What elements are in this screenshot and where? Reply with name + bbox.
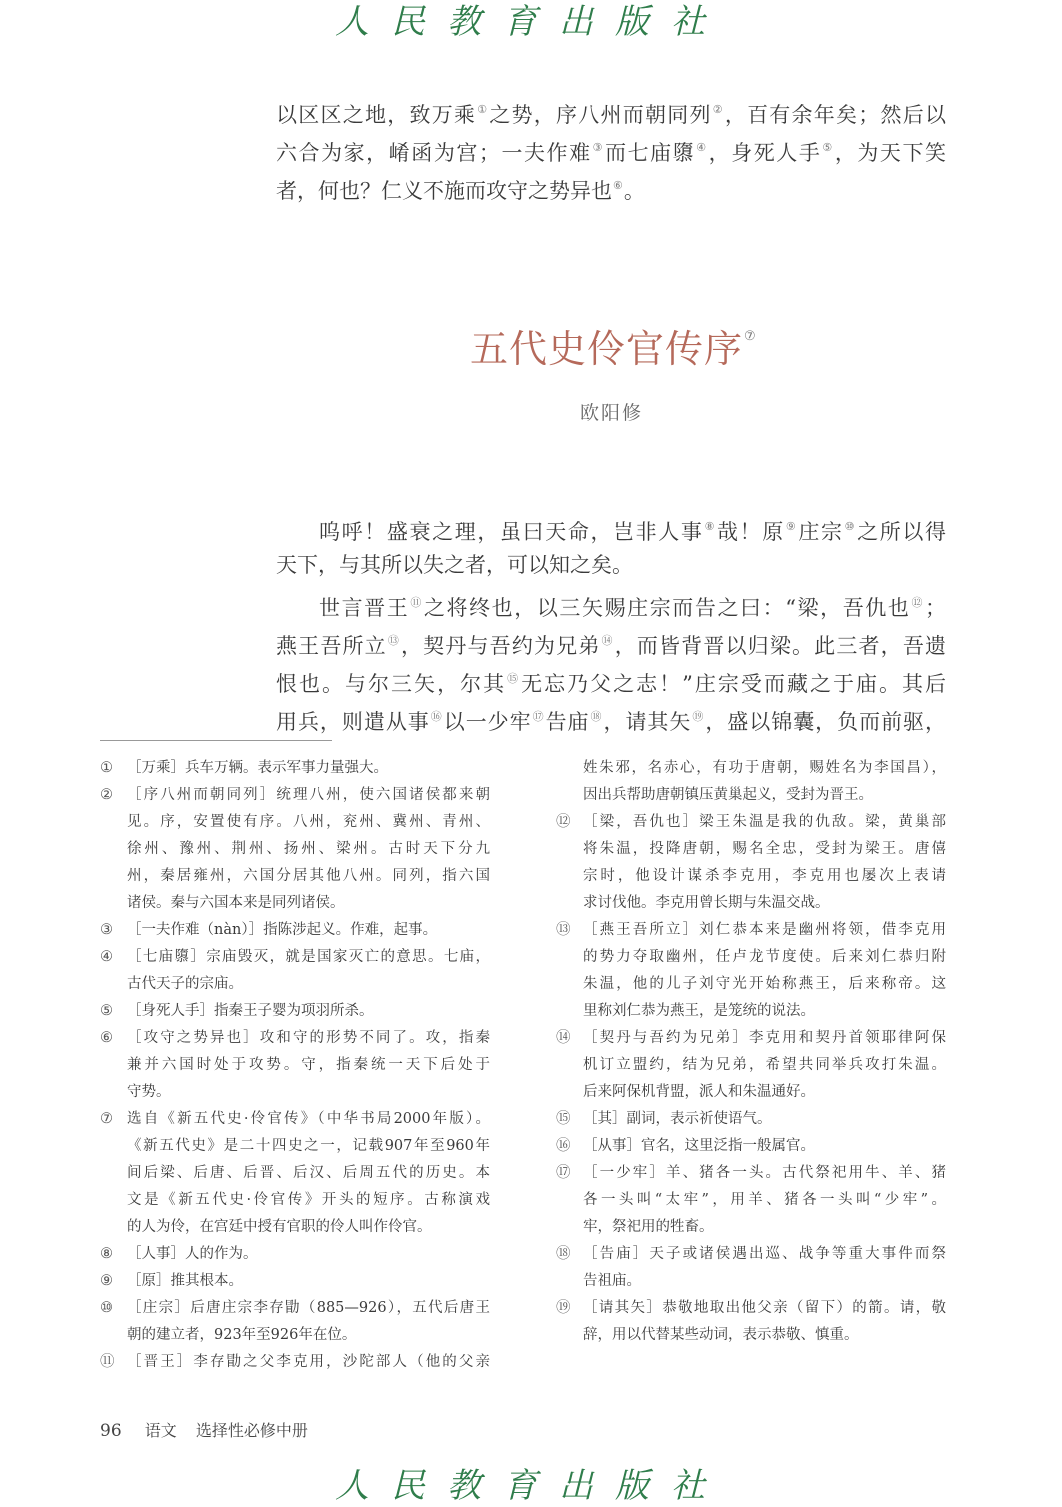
footnote-number: ⑭ bbox=[556, 1030, 571, 1046]
text-segment: 而七庙隳 bbox=[605, 141, 696, 165]
footnote-text: 朱温，他的儿子刘守光开始称燕王，后来称帝。这 bbox=[583, 976, 946, 992]
text-line bbox=[276, 546, 946, 584]
text-line bbox=[319, 508, 946, 546]
text-segment: 世言晋王 bbox=[319, 596, 410, 620]
footnote-text: ［告庙］天子或诸侯遇出巡、战争等重大事件而祭 bbox=[583, 1246, 946, 1262]
footnote-line bbox=[100, 1133, 490, 1160]
footnote-text: ［梁，吾仇也］梁王朱温是我的仇敌。梁，黄巢部 bbox=[583, 814, 946, 830]
footnote-number: ③ bbox=[100, 922, 113, 938]
footnote-text: ［身死人手］指秦王子婴为项羽所杀。 bbox=[127, 1003, 374, 1019]
text-segment: 者，何也？仁义不施而攻守之势异也 bbox=[276, 179, 612, 203]
footnote-line bbox=[100, 998, 490, 1025]
footnote-text: ［请其矢］恭敬地取出他父亲（留下）的箭。请，敬 bbox=[583, 1300, 946, 1316]
footnote-text: 州，秦居雍州，六国分居其他八州。同列，指六国 bbox=[127, 868, 490, 884]
footnote-line bbox=[556, 1160, 946, 1187]
text-segment: 天下，与其所以失之者，可以知之矣。 bbox=[276, 553, 633, 577]
footnote-text: 牢，祭祀用的牲畜。 bbox=[583, 1219, 714, 1235]
footnote-line bbox=[100, 1079, 490, 1106]
footnote-line bbox=[100, 1214, 490, 1241]
text-segment: 以区区之地，致万乘 bbox=[276, 103, 477, 127]
footnote-number: ⑬ bbox=[556, 922, 571, 938]
page-footer bbox=[100, 1418, 322, 1441]
footnote-number: ⑮ bbox=[556, 1111, 571, 1127]
footnote-number: ⑥ bbox=[100, 1030, 113, 1046]
publisher-logo-top: 人民教育出版社 bbox=[335, 2, 727, 42]
footnote-line bbox=[100, 755, 490, 782]
footnote-line bbox=[556, 1322, 946, 1349]
footnote-marker: ⑥ bbox=[613, 179, 623, 192]
text-line bbox=[319, 584, 946, 622]
footnote-text: 后来阿保机背盟，派人和朱温通好。 bbox=[583, 1084, 815, 1100]
footnote-number: ⑯ bbox=[556, 1138, 571, 1154]
footnote-number: ⑦ bbox=[100, 1111, 113, 1127]
footnote-marker: ⑰ bbox=[532, 710, 545, 723]
footnote-number: ⑨ bbox=[100, 1273, 113, 1289]
footnote-text: ［一少牢］羊、猪各一头。古代祭祀用牛、羊、猪 bbox=[583, 1165, 946, 1181]
title-footnote-marker: ⑦ bbox=[744, 329, 757, 344]
footnote-text: ［晋王］李存勖之父李克用，沙陀部人（他的父亲 bbox=[127, 1354, 490, 1370]
footnote-text: 的势力夺取幽州，任卢龙节度使。后来刘仁恭归附 bbox=[583, 949, 946, 965]
footnote-number: ④ bbox=[100, 949, 113, 965]
footnote-number: ⑤ bbox=[100, 1003, 113, 1019]
text-segment: 之所以得 bbox=[857, 520, 947, 544]
footnote-text: ［燕王吾所立］刘仁恭本来是幽州将领，借李克用 bbox=[583, 922, 946, 938]
text-line bbox=[276, 622, 946, 660]
footnote-number: ⑩ bbox=[100, 1300, 113, 1316]
footnote-text: ［七庙隳］宗庙毁灭，就是国家灭亡的意思。七庙， bbox=[127, 949, 490, 965]
volume-label: 选择性必修中册 bbox=[195, 1421, 308, 1440]
footnote-divider bbox=[100, 740, 332, 741]
footnote-line bbox=[556, 1241, 946, 1268]
footnote-line bbox=[556, 1295, 946, 1322]
footnote-line bbox=[100, 863, 490, 890]
footnote-line bbox=[556, 1106, 946, 1133]
footnote-line bbox=[100, 1160, 490, 1187]
footnote-marker: ⑪ bbox=[410, 596, 423, 609]
footnote-text: ［原］推其根本。 bbox=[127, 1273, 243, 1289]
text-segment: 呜呼！盛衰之理，虽曰天命，岂非人事 bbox=[319, 520, 704, 544]
footnote-text: 告祖庙。 bbox=[583, 1273, 641, 1289]
footnote-line bbox=[556, 1133, 946, 1160]
footnote-marker: ⑫ bbox=[911, 596, 925, 609]
footnote-line bbox=[556, 863, 946, 890]
footnotes-left-column bbox=[100, 755, 490, 1376]
footnote-text: 诸侯。秦与六国本来是同列诸侯。 bbox=[127, 895, 345, 911]
footnote-line bbox=[100, 890, 490, 917]
footnote-number: ① bbox=[100, 760, 113, 776]
subject-label: 语文 bbox=[144, 1421, 177, 1440]
footnote-line bbox=[556, 836, 946, 863]
footnote-line bbox=[100, 1322, 490, 1349]
text-segment: 庄宗 bbox=[798, 520, 844, 544]
footnote-text: 里称刘仁恭为燕王，是笼统的说法。 bbox=[583, 1003, 815, 1019]
footnote-text: 姓朱邪，名赤心，有功于唐朝，赐姓名为李国昌）， bbox=[583, 760, 946, 776]
footnote-text: ［从事］官名，这里泛指一般属官。 bbox=[583, 1138, 815, 1154]
footnote-line bbox=[100, 1349, 490, 1376]
footnote-line bbox=[556, 1187, 946, 1214]
text-segment: ，百有余年矣；然后以 bbox=[724, 103, 947, 127]
footnote-line bbox=[100, 1025, 490, 1052]
footnote-marker: ⑯ bbox=[430, 710, 443, 723]
footnote-number: ⑲ bbox=[556, 1300, 571, 1316]
footnote-line bbox=[100, 944, 490, 971]
footnote-text: 《新五代史》是二十四史之一，记载907年至960年 bbox=[127, 1138, 490, 1154]
text-segment: ； bbox=[925, 596, 947, 620]
text-segment: 哉！原 bbox=[717, 520, 785, 544]
footnote-line bbox=[100, 782, 490, 809]
footnote-text: ［一夫作难（nàn）］指陈涉起义。作难，起事。 bbox=[127, 922, 438, 938]
footnote-text: 文是《新五代史·伶官传》开头的短序。古称演戏 bbox=[127, 1192, 490, 1208]
text-segment: 燕王吾所立 bbox=[276, 634, 387, 658]
footnote-text: 朝的建立者，923年至926年在位。 bbox=[127, 1327, 357, 1343]
footnote-text: 间后梁、后唐、后晋、后汉、后周五代的历史。本 bbox=[127, 1165, 490, 1181]
footnote-text: 求讨伐他。李克用曾长期与朱温交战。 bbox=[583, 895, 830, 911]
footnote-line bbox=[556, 1268, 946, 1295]
text-segment: 无忘乃父之志！”庄宗受而藏之于庙。其后 bbox=[521, 672, 947, 696]
footnote-text: ［万乘］兵车万辆。表示军事力量强大。 bbox=[127, 760, 388, 776]
footnote-marker: ④ bbox=[696, 141, 708, 154]
footnote-marker: ⑭ bbox=[601, 634, 614, 647]
footnote-marker: ① bbox=[477, 103, 489, 116]
footnote-text: ［契丹与吾约为兄弟］李克用和契丹首领耶律阿保 bbox=[583, 1030, 946, 1046]
footnote-marker: ⑱ bbox=[590, 710, 603, 723]
footnote-line bbox=[556, 782, 946, 809]
footnote-line bbox=[100, 1052, 490, 1079]
publisher-logo-bottom: 人民教育出版社 bbox=[335, 1466, 727, 1506]
footnote-line bbox=[556, 998, 946, 1025]
title-text: 五代史伶官传序 bbox=[470, 327, 744, 371]
text-segment: ，而皆背晋以归梁。此三者，吾遗 bbox=[614, 634, 947, 658]
footnote-line bbox=[100, 1295, 490, 1322]
footnote-text: ［其］副词，表示祈使语气。 bbox=[583, 1111, 772, 1127]
footnote-marker: ⑮ bbox=[507, 672, 521, 685]
footnote-text: 宗时，他设计谋杀李克用，李克用也屡次上表请 bbox=[583, 868, 946, 884]
footnote-number: ② bbox=[100, 787, 113, 803]
text-line bbox=[276, 91, 946, 129]
text-segment: 。 bbox=[623, 179, 645, 203]
text-segment: ，盛以锦囊，负而前驱， bbox=[705, 710, 947, 734]
article-author: 欧阳修 bbox=[580, 402, 644, 424]
footnote-text: ［攻守之势异也］攻和守的形势不同了。攻，指秦 bbox=[127, 1030, 490, 1046]
footnote-text: ［序八州而朝同列］统理八州，使六国诸侯都来朝 bbox=[127, 787, 490, 803]
footnote-line bbox=[556, 809, 946, 836]
footnote-text: 守势。 bbox=[127, 1084, 171, 1100]
footnote-marker: ⑬ bbox=[387, 634, 401, 647]
footnote-marker: ⑨ bbox=[785, 520, 798, 533]
footnote-line bbox=[556, 755, 946, 782]
footnote-line bbox=[100, 809, 490, 836]
footnote-line bbox=[556, 971, 946, 998]
footnote-line bbox=[556, 1052, 946, 1079]
text-line bbox=[276, 660, 946, 698]
text-segment: ，身死人手 bbox=[708, 141, 822, 165]
text-segment: 之将终也，以三矢赐庄宗而告之曰：“梁，吾仇也 bbox=[423, 596, 911, 620]
text-segment: 以一少牢 bbox=[443, 710, 532, 734]
footnote-line bbox=[100, 917, 490, 944]
footnote-line bbox=[100, 971, 490, 998]
footnote-number: ⑫ bbox=[556, 814, 571, 830]
text-segment: 之势，序八州而朝同列 bbox=[489, 103, 712, 127]
footnote-marker: ⑧ bbox=[704, 520, 717, 533]
footnote-text: ［人事］人的作为。 bbox=[127, 1246, 258, 1262]
footnote-text: ［庄宗］后唐庄宗李存勖（885—926），五代后唐王 bbox=[127, 1300, 490, 1316]
footnote-number: ⑱ bbox=[556, 1246, 571, 1262]
footnote-line bbox=[100, 836, 490, 863]
text-segment: 告庙 bbox=[545, 710, 590, 734]
footnote-text: 各一头叫“太牢”，用羊、猪各一头叫“少牢”。 bbox=[583, 1192, 946, 1208]
text-line bbox=[276, 698, 946, 736]
footnote-marker: ⑤ bbox=[822, 141, 834, 154]
footnote-text: 选自《新五代史·伶官传》（中华书局2000年版）。 bbox=[127, 1111, 490, 1127]
footnote-line bbox=[556, 890, 946, 917]
footnote-marker: ⑲ bbox=[692, 710, 705, 723]
footnote-line bbox=[556, 1025, 946, 1052]
text-segment: ，契丹与吾约为兄弟 bbox=[401, 634, 601, 658]
footnote-line bbox=[556, 917, 946, 944]
footnote-line bbox=[100, 1268, 490, 1295]
footnote-number: ⑪ bbox=[100, 1354, 115, 1370]
footnote-text: 辞，用以代替某些动词，表示恭敬、慎重。 bbox=[583, 1327, 859, 1343]
footnote-marker: ⑩ bbox=[844, 520, 857, 533]
footnote-number: ⑧ bbox=[100, 1246, 113, 1262]
footnotes-right-column bbox=[556, 755, 946, 1349]
footnote-marker: ② bbox=[712, 103, 724, 116]
text-segment: 用兵，则遣从事 bbox=[276, 710, 430, 734]
footnote-text: 的人为伶，在宫廷中授有官职的伶人叫作伶官。 bbox=[127, 1219, 432, 1235]
footnote-text: 因出兵帮助唐朝镇压黄巢起义，受封为晋王。 bbox=[583, 787, 873, 803]
page-number: 96 bbox=[100, 1421, 122, 1441]
footnote-text: 兼并六国时处于攻势。守，指秦统一天下后处于 bbox=[127, 1057, 490, 1073]
footnote-line bbox=[556, 944, 946, 971]
footnote-text: 古代天子的宗庙。 bbox=[127, 976, 243, 992]
footnote-text: 机订立盟约，结为兄弟，希望共同举兵攻打朱温。 bbox=[583, 1057, 946, 1073]
footnote-line bbox=[100, 1187, 490, 1214]
text-segment: ，请其矢 bbox=[603, 710, 692, 734]
footnote-text: 将朱温，投降唐朝，赐名全忠，受封为梁王。唐僖 bbox=[583, 841, 946, 857]
text-segment: 恨也。与尔三矢，尔其 bbox=[276, 672, 507, 696]
text-line bbox=[276, 129, 946, 167]
footnote-line bbox=[556, 1079, 946, 1106]
footnote-number: ⑰ bbox=[556, 1165, 571, 1181]
footnote-text: 徐州、豫州、荆州、扬州、梁州。古时天下分九 bbox=[127, 841, 490, 857]
text-segment: 六合为家，崤函为宫；一夫作难 bbox=[276, 141, 592, 165]
footnote-text: 见。序，安置使有序。八州，兖州、冀州、青州、 bbox=[127, 814, 490, 830]
footnote-line bbox=[556, 1214, 946, 1241]
article-title bbox=[470, 318, 758, 373]
footnote-line bbox=[100, 1241, 490, 1268]
text-segment: ，为天下笑 bbox=[834, 141, 947, 165]
footnote-marker: ③ bbox=[592, 141, 605, 154]
text-line bbox=[276, 167, 946, 205]
footnote-line bbox=[100, 1106, 490, 1133]
